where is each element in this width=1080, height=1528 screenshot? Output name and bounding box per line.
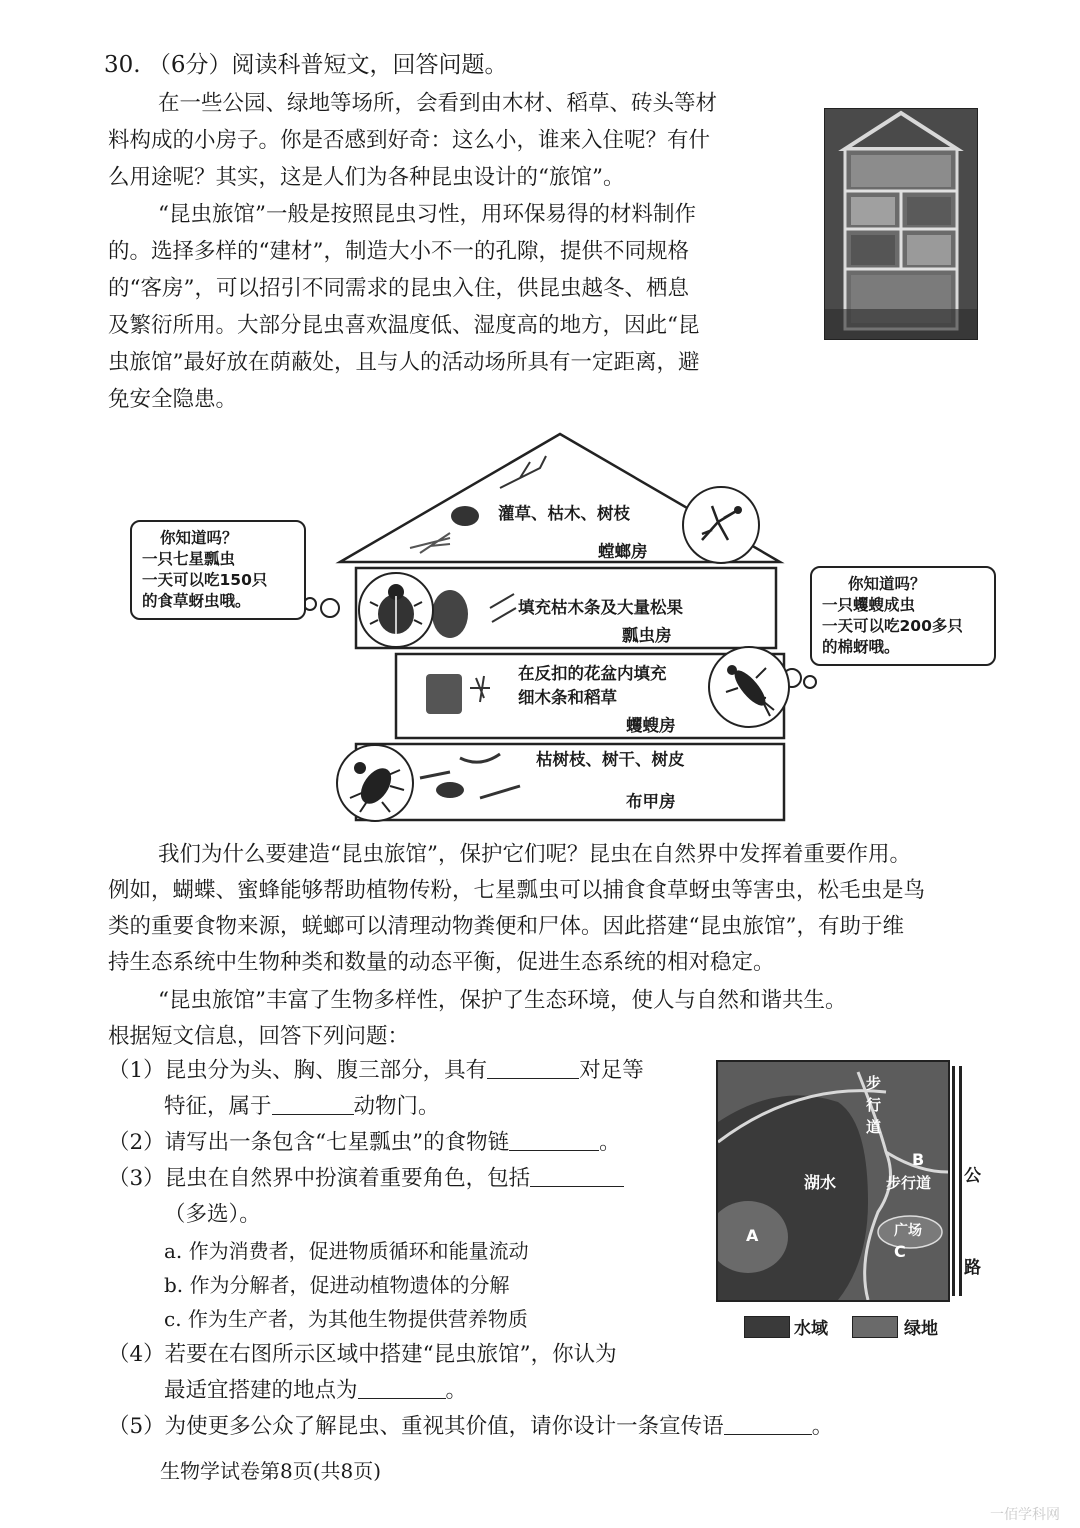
body-line: “昆虫旅馆”丰富了生物多样性，保护了生态环境，使人与自然和谐共生。 bbox=[158, 988, 847, 1013]
bubble-line: 一只蠼螋成虫 bbox=[822, 596, 916, 614]
watermark-text: 一佰学科网 bbox=[990, 1507, 1060, 1523]
intro-line: 么用途呢？其实，这是人们为各种昆虫设计的“旅馆”。 bbox=[108, 165, 625, 190]
bubble-line: 一只七星瓢虫 bbox=[142, 550, 236, 568]
earwig-fact-bubble bbox=[810, 566, 996, 666]
q1-line-2 bbox=[164, 1092, 440, 1122]
mantis-icon bbox=[682, 486, 760, 564]
q4-line-2 bbox=[164, 1376, 467, 1406]
q1-line-1 bbox=[108, 1056, 644, 1086]
q1-blank-legs[interactable] bbox=[487, 1056, 579, 1079]
intro-line: 虫旅馆”最好放在荫蔽处，且与人的活动场所具有一定距离，避 bbox=[108, 350, 700, 375]
beetle-room-label: 布甲房 bbox=[626, 792, 676, 811]
q3-line-2: （多选）。 bbox=[164, 1202, 261, 1227]
earwig-room-label: 蠼螋房 bbox=[626, 716, 676, 735]
q2-text-end: 。 bbox=[599, 1130, 621, 1155]
q5-blank-slogan[interactable] bbox=[724, 1412, 812, 1435]
q1-blank-phylum[interactable] bbox=[272, 1092, 354, 1115]
map-walkway-label-2: 步行道 bbox=[886, 1174, 932, 1192]
page-footer: 生物学试卷第8页(共8页) bbox=[160, 1459, 382, 1483]
ladybug-fact-bubble bbox=[130, 520, 306, 620]
body-line: 持生态系统中生物种类和数量的动态平衡，促进生态系统的相对稳定。 bbox=[108, 950, 775, 975]
intro-line: 的“客房”，可以招引不同需求的昆虫入住，供昆虫越冬、栖息 bbox=[108, 276, 689, 301]
bubble-line: 一天可以吃150只 bbox=[142, 571, 268, 589]
q3-option-a: a. 作为消费者，促进物质循环和能量流动 bbox=[164, 1239, 529, 1263]
intro-line: 的。选择多样的“建材”，制造大小不一的孔隙，提供不同规格 bbox=[108, 239, 689, 264]
intro-line: 及繁衍所用。大部分昆虫喜欢温度低、湿度高的地方，因此“昆 bbox=[108, 313, 700, 338]
map-road bbox=[952, 1066, 962, 1296]
legend-green-swatch bbox=[852, 1316, 898, 1338]
ground-beetle-icon bbox=[336, 744, 414, 822]
map-point-b[interactable]: B bbox=[912, 1150, 925, 1169]
legend-water-swatch bbox=[744, 1316, 790, 1338]
q1-text: （1）昆虫分为头、胸、腹三部分，具有 bbox=[108, 1058, 488, 1083]
body-line: 我们为什么要建造“昆虫旅馆”，保护它们呢？昆虫在自然界中发挥着重要作用。 bbox=[158, 842, 911, 867]
intro-line: 在一些公园、绿地等场所，会看到由木材、稻草、砖头等材 bbox=[158, 91, 718, 116]
q5-text-end: 。 bbox=[811, 1414, 834, 1439]
q3-option-c: c. 作为生产者，为其他生物提供营养物质 bbox=[164, 1307, 528, 1331]
intro-line: 免安全隐患。 bbox=[108, 387, 238, 412]
map-point-a[interactable]: A bbox=[746, 1226, 759, 1245]
q2-blank-food-chain[interactable] bbox=[509, 1128, 599, 1151]
q4-text: 最适宜搭建的地点为 bbox=[164, 1378, 358, 1403]
intro-line: 料构成的小房子。你是否感到好奇：这么小，谁来入住呢？有什 bbox=[108, 128, 711, 153]
ladybug-icon bbox=[358, 572, 434, 648]
q1-text-4: 动物门。 bbox=[353, 1094, 440, 1119]
map-walkway-label: 步行道 bbox=[866, 1074, 882, 1136]
body-line: 例如，蝴蝶、蜜蜂能够帮助植物传粉，七星瓢虫可以捕食食草蚜虫等害虫，松毛虫是鸟 bbox=[108, 878, 926, 903]
q1-text-3: 特征，属于 bbox=[164, 1094, 272, 1119]
legend-water-label: 水域 bbox=[794, 1319, 828, 1339]
question-header: 30. （6分）阅读科普短文，回答问题。 bbox=[104, 52, 508, 78]
map-road-label: 公路 bbox=[964, 1166, 981, 1278]
q3-text: （3）昆虫在自然界中扮演着重要角色，包括 bbox=[108, 1166, 531, 1191]
mantis-room-materials: 灌草、枯木、树枝 bbox=[498, 504, 630, 523]
ladybug-room-materials: 填充枯木条及大量松果 bbox=[518, 598, 683, 617]
map-lake-label: 湖水 bbox=[804, 1173, 837, 1192]
mantis-room-label: 螳螂房 bbox=[598, 542, 648, 561]
earwig-icon bbox=[708, 646, 790, 728]
q1-text-2: 对足等 bbox=[579, 1058, 644, 1083]
q2-line bbox=[108, 1128, 621, 1158]
bubble-line: 你知道吗？ bbox=[848, 575, 926, 593]
area-map bbox=[716, 1060, 950, 1302]
legend-green-label: 绿地 bbox=[904, 1319, 938, 1339]
q4-line-1: （4）若要在右图所示区域中搭建“昆虫旅馆”，你认为 bbox=[108, 1342, 617, 1367]
q4-text-end: 。 bbox=[445, 1378, 468, 1403]
bubble-line: 的食草蚜虫哦。 bbox=[142, 592, 251, 610]
earwig-room-materials-2: 细木条和稻草 bbox=[518, 688, 617, 707]
insect-hotel-photo bbox=[824, 108, 978, 340]
q3-option-b: b. 作为分解者，促进动植物遗体的分解 bbox=[164, 1273, 510, 1297]
q4-blank-location[interactable] bbox=[358, 1376, 446, 1399]
body-line: 根据短文信息，回答下列问题： bbox=[108, 1024, 410, 1049]
bubble-line: 的棉蚜哦。 bbox=[822, 638, 900, 656]
ladybug-room-label: 瓢虫房 bbox=[622, 626, 672, 645]
q3-blank-roles[interactable] bbox=[530, 1164, 624, 1187]
intro-line: “昆虫旅馆”一般是按照昆虫习性，用环保易得的材料制作 bbox=[158, 202, 696, 227]
map-plaza-label: 广场 bbox=[894, 1223, 922, 1239]
insect-hotel-diagram bbox=[120, 428, 1000, 828]
q3-line-1 bbox=[108, 1164, 624, 1194]
bubble-line: 你知道吗？ bbox=[160, 529, 238, 547]
earwig-room-materials-1: 在反扣的花盆内填充 bbox=[518, 664, 667, 683]
map-point-c[interactable]: C bbox=[894, 1242, 906, 1261]
q2-text: （2）请写出一条包含“七星瓢虫”的食物链 bbox=[108, 1130, 510, 1155]
q5-text: （5）为使更多公众了解昆虫、重视其价值，请你设计一条宣传语 bbox=[108, 1414, 724, 1439]
q5-line bbox=[108, 1412, 833, 1442]
body-line: 类的重要食物来源，蜣螂可以清理动物粪便和尸体。因此搭建“昆虫旅馆”，有助于维 bbox=[108, 914, 904, 939]
beetle-room-materials: 枯树枝、树干、树皮 bbox=[536, 750, 685, 769]
bubble-line: 一天可以吃200多只 bbox=[822, 617, 963, 635]
